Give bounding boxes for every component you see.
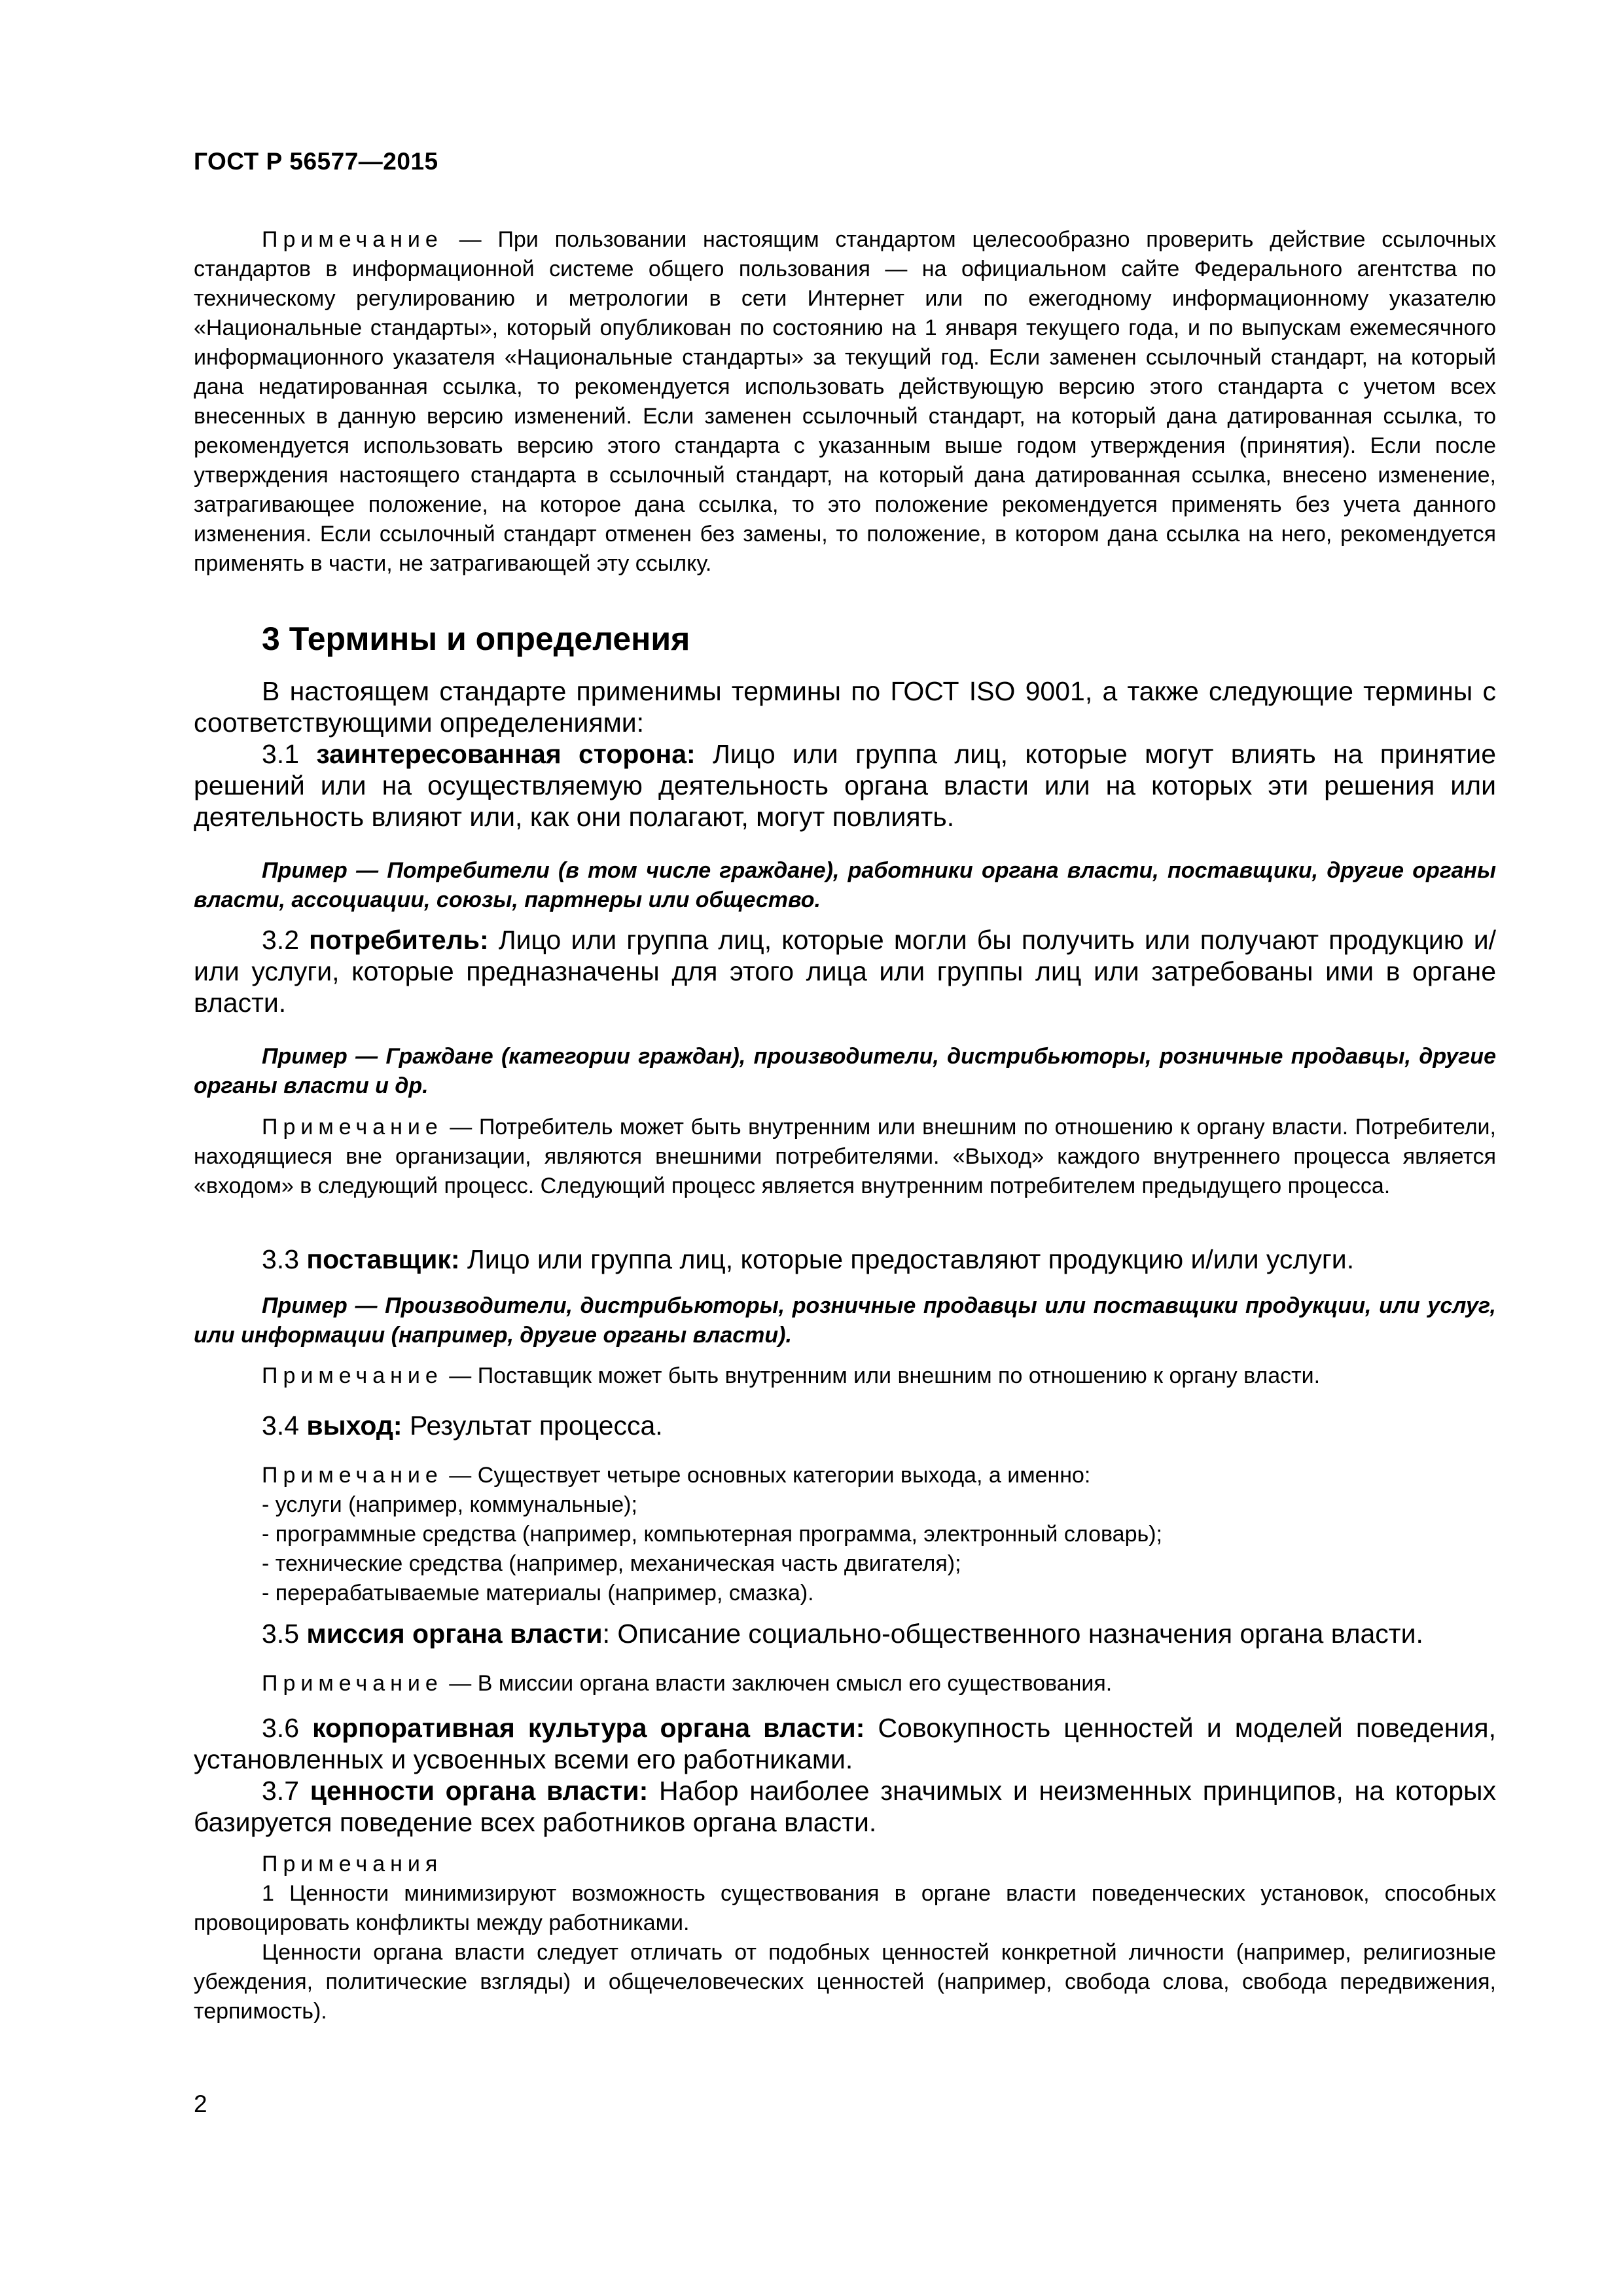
term-number: 3.2 [262,925,310,955]
note-text: — Существует четыре основных категории выхода, а именно: [442,1463,1091,1488]
term-definition: Лицо или группа лиц, которые могут влиять на принятие решений или на осуществляемую деятельность органа власти или на которых эти решения или деятельность влияют или, как они полагают, могут повлиять. [194,739,1497,832]
note-label: Примечание [262,1115,443,1139]
term-3-7-notes [194,1850,1496,2026]
note-text: — Поставщик может быть внутренним или внешним по отношению к органу власти. [442,1363,1321,1388]
term-3-1 [194,738,1496,833]
term-3-3 [194,1244,1496,1275]
term-title: поставщик: [306,1244,460,1274]
note-label: Примечание [262,1463,443,1488]
list-item: - услуги (например, коммунальные); [262,1492,637,1517]
term-definition: Лицо или группа лиц, которые предоставляют продукцию и/или услуги. [459,1244,1355,1274]
note-label: Примечание [262,1671,443,1696]
term-3-6 [194,1712,1496,1775]
term-3-2-example: Пример — Граждане (категории граждан), производители, дистрибьюторы, розничные продавцы, другие органы власти и др. [194,1044,1496,1098]
term-number: 3.5 [262,1619,307,1649]
list-item: - программные средства (например, компьютерная программа, электронный словарь); [262,1522,1162,1547]
term-3-4 [194,1410,1496,1441]
note-1: 1 Ценности минимизируют возможность существования в органе власти поведенческих установок, способных провоцировать конфликты между работниками. [194,1881,1496,1935]
term-definition: Результат процесса. [402,1410,663,1441]
term-title: заинтересованная сторона: [316,739,696,769]
term-title: миссия органа власти [306,1619,603,1649]
term-3-7 [194,1775,1496,1838]
note-text: — В миссии органа власти заключен смысл его существования. [442,1671,1113,1696]
note-text: — При пользовании настоящим стандартом целесообразно проверить действие ссылочных стандартов в информационной системе общего пользования — на официальном сайте Федерального агентства по техническому регулированию и метрологии в сети Интернет или по ежегодному информационному указателю «Национальные стандарты», который опубликован по состоянию на 1 января текущего года, и по выпускам ежемесячного информационного указателя «Национальные стандарты» за текущий год. Если заменен ссылочный стандарт, на который дана недатированная ссылка, то рекомендуется использовать действующую версию этого стандарта с учетом всех внесенных в данную версию изменений. Если заменен ссылочный стандарт, на который дана датированная ссылка, то рекомендуется использовать версию этого стандарта с указанным выше годом утверждения (принятия). Если после утверждения настоящего стандарта в ссылочный стандарт, на который дана датированная ссылка, внесено изменение, затрагивающее положение, на которое дана ссылка, то это положение рекомендуется применять без учета данного изменения. Если ссылочный стандарт отменен без замены, то положение, в котором дана ссылка на него, рекомендуется применять в части, не затрагивающей эту ссылку. [194,227,1496,576]
term-title: корпоративная культура органа власти: [312,1713,865,1743]
term-number: 3.6 [262,1713,313,1743]
term-3-2 [194,924,1496,1018]
term-definition: Набор наиболее значимых и неизменных принципов, на которых базируется поведение всех работников органа власти. [194,1776,1497,1837]
term-number: 3.3 [262,1244,307,1274]
note-references [194,225,1496,579]
term-number: 3.1 [262,739,317,769]
term-number: 3.7 [262,1776,310,1806]
term-title: потребитель: [309,925,489,955]
page-number: 2 [194,2090,207,2117]
term-definition: : Описание социально-общественного назначения органа власти. [602,1619,1423,1649]
document-header: ГОСТ Р 56577—2015 [194,148,438,175]
term-3-5 [194,1618,1496,1649]
term-3-4-note [194,1461,1496,1608]
note-label: Примечание [262,1363,443,1388]
term-3-2-note [194,1113,1496,1201]
list-item: - перерабатываемые материалы (например, смазка). [262,1581,814,1605]
term-title: ценности органа власти: [310,1776,649,1806]
note-2: Ценности органа власти следует отличать от подобных ценностей конкретной личности (например, религиозные убеждения, политические взгляды) и общечеловеческих ценностей (например, свобода слова, свобода передвижения, терпимость). [194,1940,1496,2024]
list-item: - технические средства (например, механическая часть двигателя); [262,1551,961,1576]
term-definition: Совокупность ценностей и моделей поведения, установленных и усвоенных всеми его работниками. [194,1713,1496,1774]
term-3-3-note [194,1361,1496,1391]
term-number: 3.4 [262,1410,307,1441]
notes-label: Примечания [262,1852,443,1876]
note-text: — Потребитель может быть внутренним или внешним по отношению к органу власти. Потребители, находящиеся вне организации, являются внешними потребителями. «Выход» каждого внутреннего процесса является «входом» в следующий процесс. Следующий процесс является внутренним потребителем предыдущего процесса. [194,1115,1496,1198]
term-3-3-example: Пример — Производители, дистрибьюторы, розничные продавцы или поставщики продукции, или услуг, или информации (например, другие органы власти). [194,1293,1496,1348]
section-heading: 3 Термины и определения [262,620,690,657]
term-3-1-example: Пример — Потребители (в том числе граждане), работники органа власти, поставщики, другие органы власти, ассоциации, союзы, партнеры или общество. [194,858,1496,912]
section-intro: В настоящем стандарте применимы термины по ГОСТ ISO 9001, а также следующие термины с соответствующими определениями: [194,676,1496,738]
term-definition: Лицо или группа лиц, которые могли бы получить или получают продукцию и/или услуги, которые предназначены для этого лица или группы лиц или затребованы ими в органе власти. [194,925,1496,1018]
term-title: выход: [306,1410,402,1441]
term-3-5-note [194,1669,1496,1698]
note-label: Примечание [262,227,443,252]
